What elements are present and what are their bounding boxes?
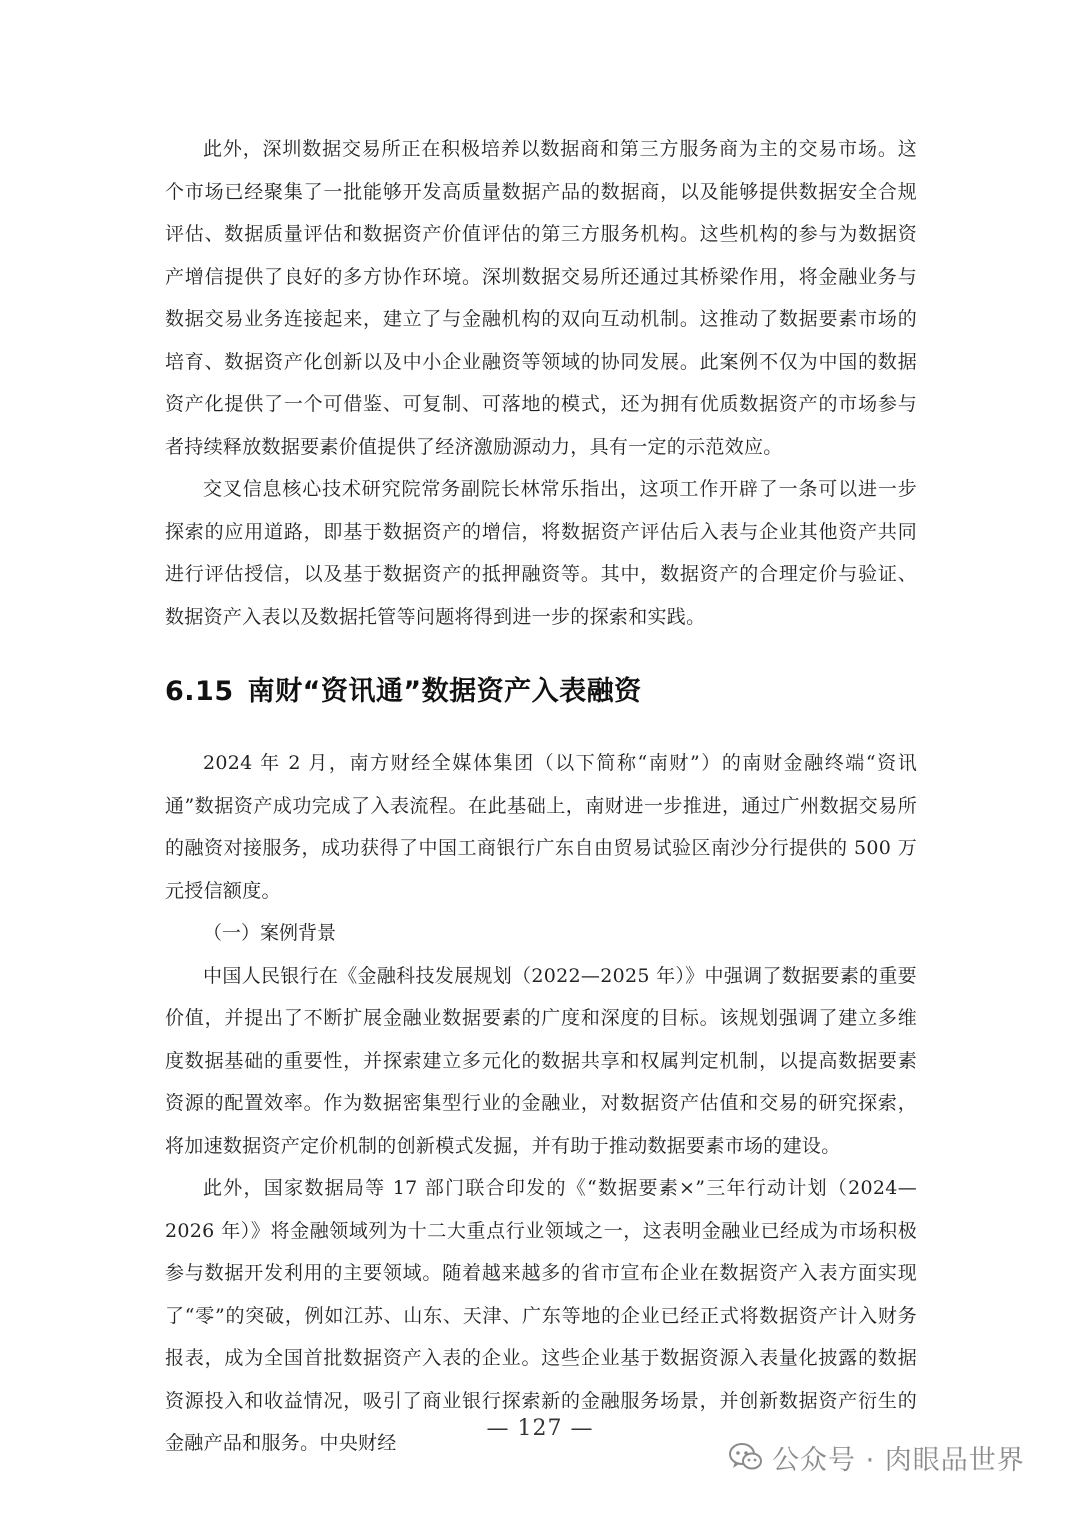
section-title: 南财“资讯通”数据资产入表融资 — [247, 676, 642, 707]
body-paragraph: 此外，国家数据局等 17 部门联合印发的《“数据要素×”三年行动计划（2024—2026 年）》将金融领域列为十二大重点行业领域之一，这表明金融业已经成为市场积极参与数据开发利用的主要领域。随着越来越多的省市宣布企业在数据资产入表方面实现了“零”的突破，例如江苏、山东、天津、广东等地的企业已经正式将数据资产计入财务报表，成为全国首批数据资产入表的企业。这些企业基于数据资源入表量化披露的数据资源投入和收益情况，吸引了商业银行探索新的金融服务场景，并创新数据资产衍生的金融产品和服务。中央财经 — [165, 1177, 917, 1454]
body-paragraph: 交叉信息核心技术研究院常务副院长林常乐指出，这项工作开辟了一条可以进一步探索的应用道路，即基于数据资产的增信，将数据资产评估后入表与企业其他资产共同进行评估授信，以及基于数据资产的抵押融资等。其中，数据资产的合理定价与验证、数据资产入表以及数据托管等问题将得到进一步的探索和实践。 — [165, 478, 917, 628]
watermark — [728, 1440, 1025, 1474]
watermark-text: 公众号 · 肉眼品世界 — [772, 1444, 1025, 1476]
section-heading — [165, 672, 917, 712]
subsection-heading: （一）案例背景 — [203, 922, 337, 944]
page-number: — 127 — — [486, 1416, 594, 1441]
wechat-icon — [728, 1442, 764, 1472]
intro-paragraph: 2024 年 2 月，南方财经全媒体集团（以下简称“南财”）的南财金融终端“资讯通”数据资产成功完成了入表流程。在此基础上，南财进一步推进，通过广州数据交易所的融资对接服务，成功获得了中国工商银行广东自由贸易试验区南沙分行提供的 500 万元授信额度。 — [165, 752, 917, 902]
page-content — [165, 128, 917, 1465]
section-number: 6.15 — [165, 676, 234, 707]
body-paragraph: 此外，深圳数据交易所正在积极培养以数据商和第三方服务商为主的交易市场。这个市场已经聚集了一批能够开发高质量数据产品的数据商，以及能够提供数据安全合规评估、数据质量评估和数据资产价值评估的第三方服务机构。这些机构的参与为数据资产增信提供了良好的多方协作环境。深圳数据交易所还通过其桥梁作用，将金融业务与数据交易业务连接起来，建立了与金融机构的双向互动机制。这推动了数据要素市场的培育、数据资产化创新以及中小企业融资等领域的协同发展。此案例不仅为中国的数据资产化提供了一个可借鉴、可复制、可落地的模式，还为拥有优质数据资产的市场参与者持续释放数据要素价值提供了经济激励源动力，具有一定的示范效应。 — [165, 138, 917, 458]
body-paragraph: 中国人民银行在《金融科技发展规划（2022—2025 年）》中强调了数据要素的重要价值，并提出了不断扩展金融业数据要素的广度和深度的目标。该规划强调了建立多维度数据基础的重要性，并探索建立多元化的数据共享和权属判定机制，以提高数据要素资源的配置效率。作为数据密集型行业的金融业，对数据资产估值和交易的研究探索，将加速数据资产定价机制的创新模式发掘，并有助于推动数据要素市场的建设。 — [165, 964, 917, 1157]
